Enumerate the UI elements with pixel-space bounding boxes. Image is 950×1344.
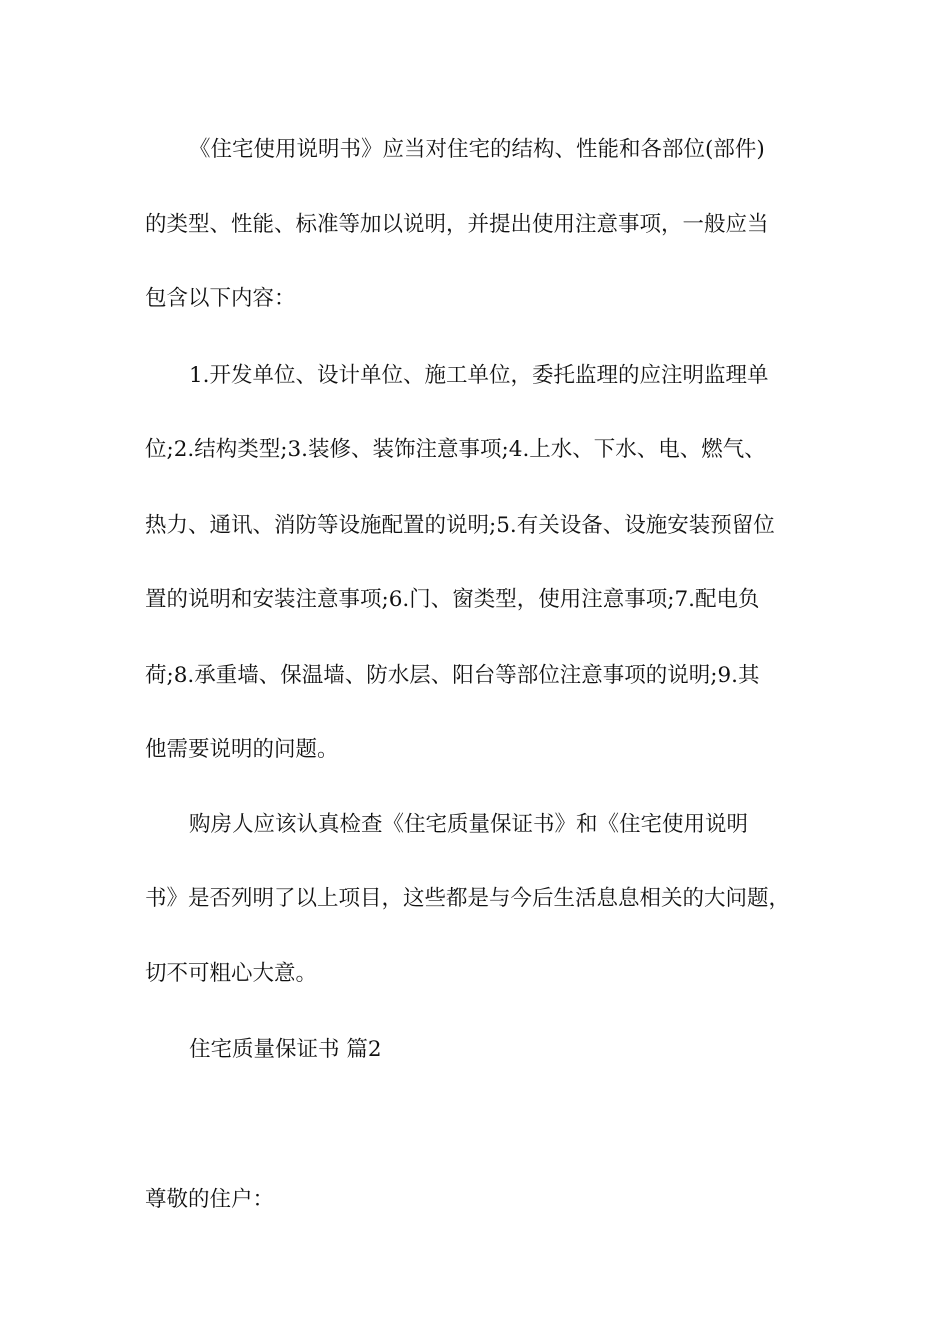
text-line: 荷;8.承重墙、保温墙、防水层、阳台等部位注意事项的说明;9.其 xyxy=(145,663,760,688)
text-line: 包含以下内容： xyxy=(145,286,296,311)
text-line: 的类型、性能、标准等加以说明，并提出使用注意事项，一般应当 xyxy=(145,212,769,237)
text-line: 他需要说明的问题。 xyxy=(145,737,339,762)
text-line: 《住宅使用说明书》应当对住宅的结构、性能和各部位(部件) xyxy=(189,137,765,162)
section-heading: 住宅质量保证书 篇2 xyxy=(189,1037,382,1062)
text-line: 位;2.结构类型;3.装修、装饰注意事项;4.上水、下水、电、燃气、 xyxy=(145,437,766,462)
text-line: 1.开发单位、设计单位、施工单位，委托监理的应注明监理单 xyxy=(189,363,769,388)
text-line: 书》是否列明了以上项目，这些都是与今后生活息息相关的大问题， xyxy=(145,886,791,911)
salutation: 尊敬的住户： xyxy=(145,1187,275,1212)
text-line: 置的说明和安装注意事项;6.门、窗类型，使用注意事项;7.配电负 xyxy=(145,587,760,612)
text-line: 切不可粗心大意。 xyxy=(145,961,318,986)
text-line: 热力、通讯、消防等设施配置的说明;5.有关设备、设施安装预留位 xyxy=(145,513,775,538)
text-line: 购房人应该认真检查《住宅质量保证书》和《住宅使用说明 xyxy=(189,812,749,837)
